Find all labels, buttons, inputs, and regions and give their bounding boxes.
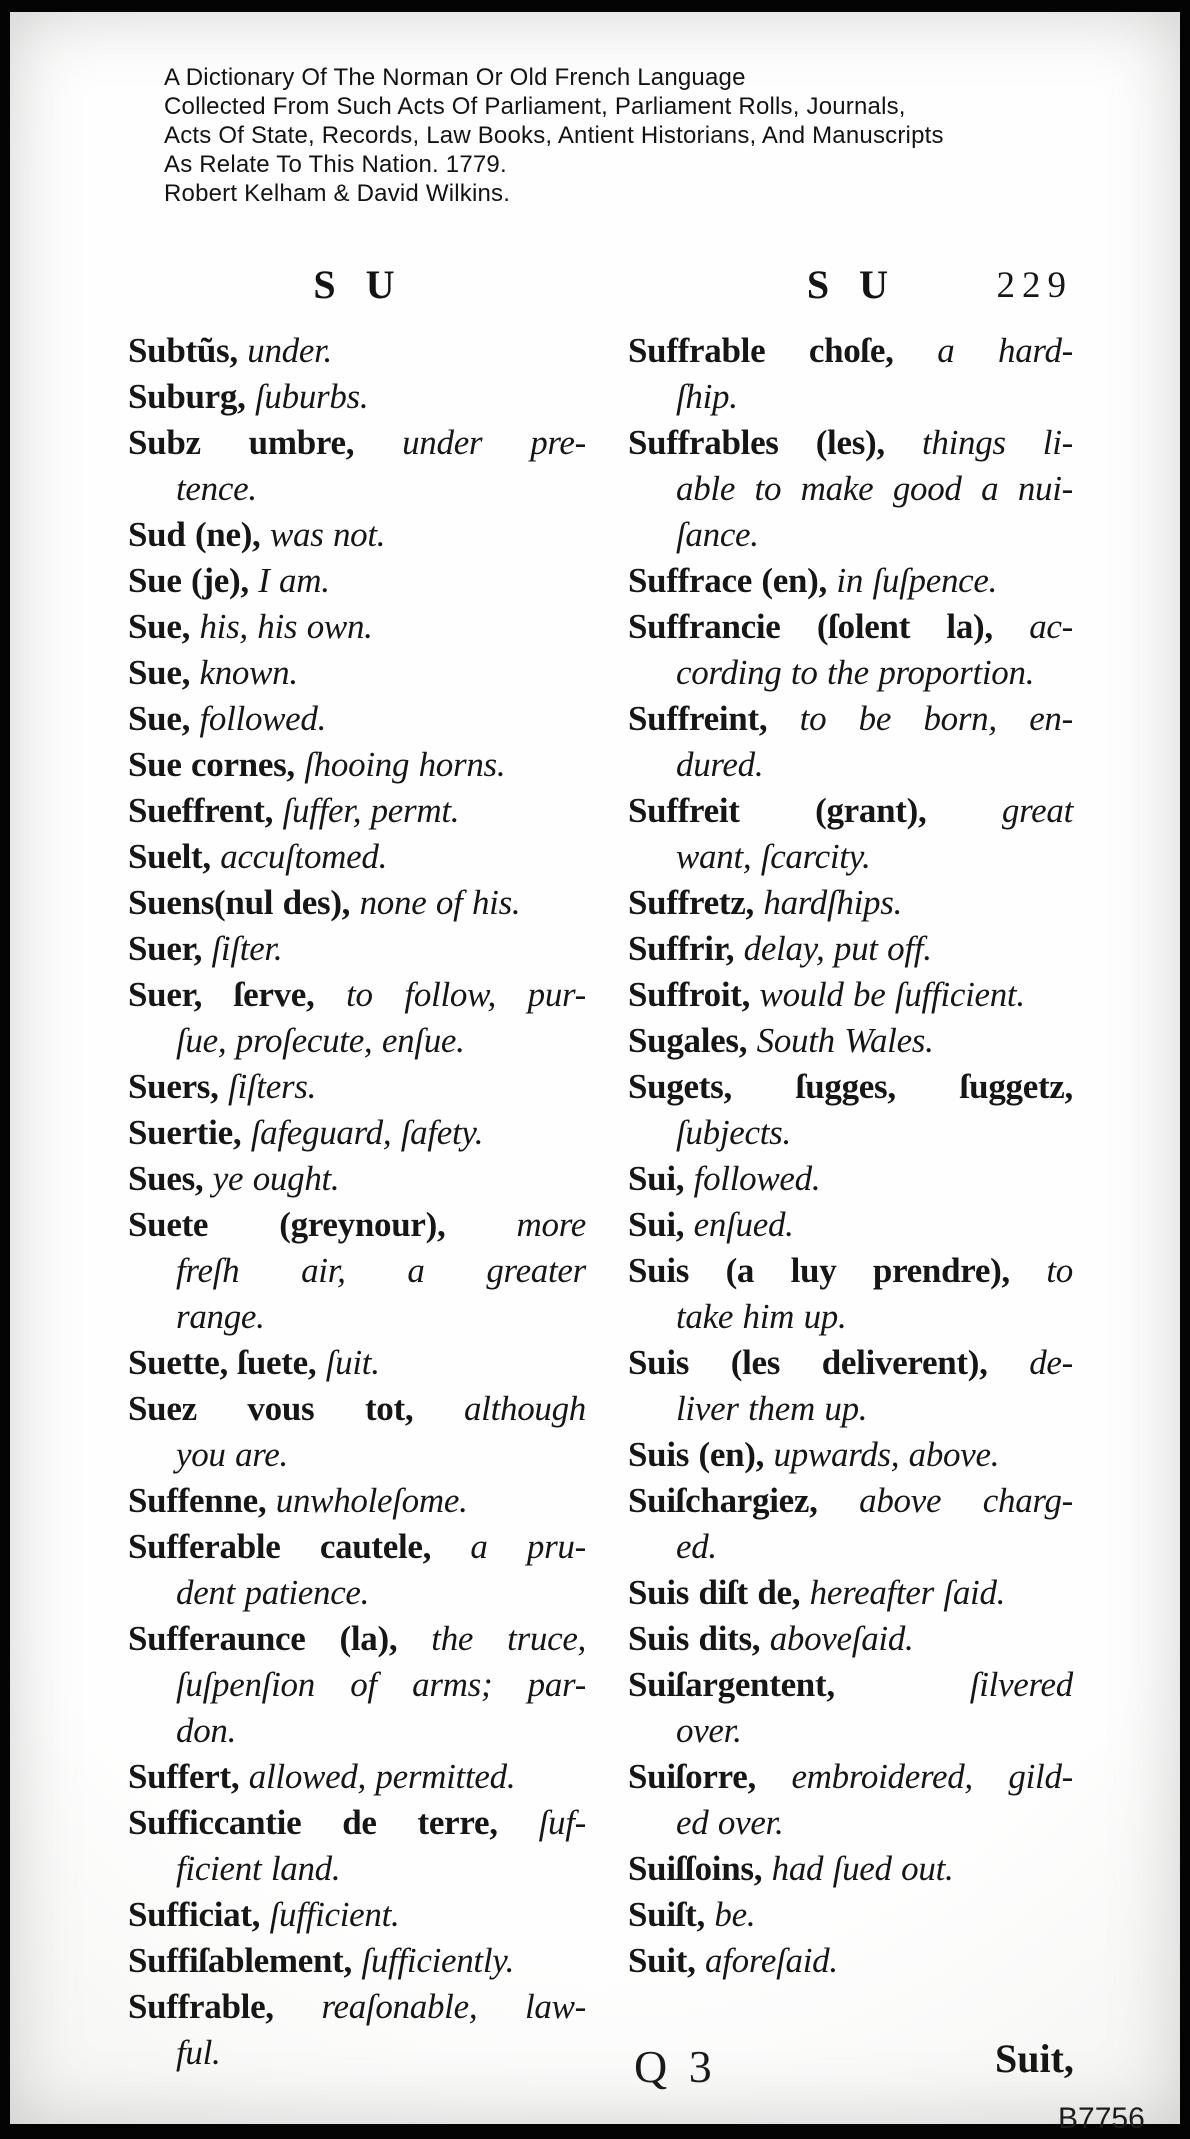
gloss-text: allowed, permitted.: [239, 1757, 516, 1796]
gloss-text: a pru-: [431, 1527, 586, 1566]
dictionary-line: [128, 742, 586, 788]
headword-text: Suffrace (en),: [628, 561, 827, 600]
dictionary-column-right: [628, 328, 1073, 1984]
gloss-text: freſh air, a greater: [176, 1251, 586, 1290]
headword-text: Sue cornes,: [128, 745, 295, 784]
headword-text: Suffrable,: [128, 1987, 274, 2026]
headword-text: Sufficiat,: [128, 1895, 261, 1934]
gloss-text: upwards, above.: [764, 1435, 1000, 1474]
page: [10, 12, 1180, 2135]
headword-text: Suburg,: [128, 377, 246, 416]
signature-mark: Q 3: [634, 2041, 717, 2092]
dictionary-line: [628, 926, 1073, 972]
dictionary-line: [628, 1432, 1073, 1478]
headword-text: Suffreit (grant),: [628, 791, 927, 830]
caption-line-2: Collected From Such Acts Of Parliament, Parliament Rolls, Journals,: [164, 93, 906, 120]
headword-text: Suffenne,: [128, 1481, 267, 1520]
dictionary-line: [128, 1938, 586, 1984]
gloss-text: under.: [237, 331, 332, 370]
dictionary-line: [128, 1524, 586, 1570]
gloss-text: delay, put off.: [734, 929, 932, 968]
headword-text: Suffreint,: [628, 699, 768, 738]
headword-text: Suiſargentent,: [628, 1665, 835, 1704]
gloss-text: under pre-: [354, 423, 587, 462]
headword-text: Suis diſt de,: [628, 1573, 801, 1612]
dictionary-line: [628, 512, 1073, 558]
dictionary-line: [128, 604, 586, 650]
headword-text: Sui,: [628, 1205, 685, 1244]
gloss-text: in ſuſpence.: [826, 561, 998, 600]
dictionary-line: [128, 466, 586, 512]
gloss-text: ſuffer, permt.: [273, 791, 460, 830]
headword-text: Suffiſablement,: [128, 1941, 352, 1980]
dictionary-line: [128, 880, 586, 926]
caption-line-1: A Dictionary Of The Norman Or Old French Language: [164, 64, 746, 91]
gloss-text: ſuſpenſion of arms; par-: [176, 1665, 586, 1704]
gloss-text: known.: [190, 653, 298, 692]
headword-text: Suiſchargiez,: [628, 1481, 818, 1520]
headword-text: Subtũs,: [128, 331, 238, 370]
dictionary-line: [628, 1938, 1073, 1984]
gloss-text: things li-: [884, 423, 1074, 462]
gloss-text: ed.: [676, 1527, 717, 1566]
gloss-text: embroidered, gild-: [755, 1757, 1073, 1796]
headword-text: Suer,: [128, 929, 203, 968]
gloss-text: great: [926, 791, 1073, 830]
dictionary-line: [128, 1754, 586, 1800]
headword-text: Suette, ſuete,: [128, 1343, 317, 1382]
gloss-text: more: [445, 1205, 586, 1244]
gloss-text: aforeſaid.: [695, 1941, 838, 1980]
dictionary-line: [628, 1662, 1073, 1708]
dictionary-line: [628, 558, 1073, 604]
dictionary-line: [128, 328, 586, 374]
headword-text: Sufferaunce (la),: [128, 1619, 398, 1658]
dictionary-line: [128, 1018, 586, 1064]
headword-text: Suete (greynour),: [128, 1205, 446, 1244]
running-head-row-left: [128, 262, 586, 308]
headword-text: Suer, ſerve,: [128, 975, 315, 1014]
dictionary-line: [128, 1202, 586, 1248]
headword-text: Sue,: [128, 699, 191, 738]
dictionary-line: [128, 1984, 586, 2030]
dictionary-line: [128, 1662, 586, 1708]
headword-text: Suez vous tot,: [128, 1389, 414, 1428]
dictionary-line: [628, 1846, 1073, 1892]
headword-text: Suis (les deliverent),: [628, 1343, 988, 1382]
gloss-text: range.: [176, 1297, 265, 1336]
dictionary-line: [128, 1156, 586, 1202]
gloss-text: was not.: [260, 515, 386, 554]
dictionary-line: [628, 1202, 1073, 1248]
dictionary-line: [628, 696, 1073, 742]
headword-text: Suffert,: [128, 1757, 240, 1796]
gloss-text: take him up.: [676, 1297, 847, 1336]
dictionary-line: [128, 1294, 586, 1340]
scan-id: B7756: [1058, 2102, 1145, 2135]
dictionary-line: [628, 1248, 1073, 1294]
gloss-text: none of his.: [350, 883, 521, 922]
gloss-text: ac-: [992, 607, 1073, 646]
dictionary-line: [628, 604, 1073, 650]
catchword: Suit,: [995, 2036, 1074, 2081]
caption-line-3: Acts Of State, Records, Law Books, Antient Historians, And Manuscripts: [164, 122, 944, 149]
dictionary-line: [128, 2030, 586, 2076]
gloss-text: accuſtomed.: [210, 837, 388, 876]
gloss-text: ficient land.: [176, 1849, 341, 1888]
dictionary-line: [128, 374, 586, 420]
dictionary-line: [628, 880, 1073, 926]
dictionary-line: [628, 328, 1073, 374]
modern-caption: [164, 63, 944, 208]
gloss-text: ſuf-: [497, 1803, 586, 1842]
gloss-text: ſhip.: [676, 377, 738, 416]
dictionary-line: [628, 1800, 1073, 1846]
gloss-text: enſued.: [684, 1205, 794, 1244]
gloss-text: ſiſter.: [202, 929, 283, 968]
headword-text: Suis (en),: [628, 1435, 765, 1474]
headword-text: Sud (ne),: [128, 515, 261, 554]
headword-text: Suffretz,: [628, 883, 754, 922]
headword-text: Sue,: [128, 653, 191, 692]
headword-text: Sufficcantie de terre,: [128, 1803, 498, 1842]
dictionary-line: [628, 1478, 1073, 1524]
gloss-text: de-: [987, 1343, 1074, 1382]
dictionary-line: [128, 788, 586, 834]
dictionary-line: [628, 420, 1073, 466]
gloss-text: ſue, proſecute, enſue.: [176, 1021, 465, 1060]
gloss-text: unwholeſome.: [266, 1481, 468, 1520]
headword-text: Sugets, ſugges, ſuggetz,: [628, 1067, 1073, 1106]
gloss-text: ful.: [176, 2033, 221, 2072]
gloss-text: the truce,: [397, 1619, 587, 1658]
dictionary-line: [628, 1156, 1073, 1202]
gloss-text: ſubjects.: [676, 1113, 791, 1152]
dictionary-line: [128, 972, 586, 1018]
gloss-text: ſafeguard, ſafety.: [241, 1113, 484, 1152]
dictionary-line: [628, 1892, 1073, 1938]
gloss-text: dured.: [676, 745, 764, 784]
gloss-text: liver them up.: [676, 1389, 868, 1428]
dictionary-line: [128, 834, 586, 880]
running-head-right: S U: [806, 262, 895, 307]
headword-text: Suffrables (les),: [628, 423, 885, 462]
dictionary-line: [128, 1064, 586, 1110]
dictionary-line: [128, 1846, 586, 1892]
dictionary-line: [628, 1754, 1073, 1800]
gloss-text: hardſhips.: [753, 883, 903, 922]
dictionary-line: [128, 512, 586, 558]
headword-text: Sugales,: [628, 1021, 748, 1060]
dictionary-line: [128, 420, 586, 466]
dictionary-line: [628, 374, 1073, 420]
gloss-text: don.: [176, 1711, 237, 1750]
gloss-text: to follow, pur-: [314, 975, 586, 1014]
headword-text: Sues,: [128, 1159, 204, 1198]
gloss-text: reaſonable, law-: [273, 1987, 586, 2026]
dictionary-line: [628, 1570, 1073, 1616]
headword-text: Sui,: [628, 1159, 685, 1198]
gloss-text: over.: [676, 1711, 742, 1750]
gloss-text: hereafter ſaid.: [800, 1573, 1006, 1612]
dictionary-line: [628, 1110, 1073, 1156]
dictionary-line: [128, 696, 586, 742]
dictionary-line: [128, 1616, 586, 1662]
dictionary-line: [628, 466, 1073, 512]
dictionary-line: [628, 1064, 1073, 1110]
gloss-text: ſufficient.: [260, 1895, 400, 1934]
headword-text: Suffrancie (ſolent la),: [628, 607, 993, 646]
dictionary-line: [628, 1018, 1073, 1064]
dictionary-line: [128, 1800, 586, 1846]
dictionary-line: [128, 1892, 586, 1938]
headword-text: Sue (je),: [128, 561, 249, 600]
gloss-text: South Wales.: [747, 1021, 934, 1060]
gloss-text: above charg-: [817, 1481, 1073, 1520]
dictionary-line: [128, 1570, 586, 1616]
headword-text: Suffrir,: [628, 929, 735, 968]
running-head-row-right: [628, 262, 1073, 308]
dictionary-line: [128, 1478, 586, 1524]
dictionary-column-left: [128, 328, 586, 2076]
headword-text: Sueffrent,: [128, 791, 274, 830]
gloss-text: tence.: [176, 469, 257, 508]
gloss-text: dent patience.: [176, 1573, 370, 1612]
gloss-text: ed over.: [676, 1803, 784, 1842]
gloss-text: ſufficiently.: [351, 1941, 515, 1980]
headword-text: Suis (a luy prendre),: [628, 1251, 1010, 1290]
dictionary-line: [128, 1708, 586, 1754]
gloss-text: a hard-: [893, 331, 1074, 370]
gloss-text: ſance.: [676, 515, 759, 554]
gloss-text: his, his own.: [190, 607, 373, 646]
headword-text: Suiſt,: [628, 1895, 705, 1934]
gloss-text: followed.: [190, 699, 327, 738]
gloss-text: would be ſufficient.: [750, 975, 1025, 1014]
gloss-text: able to make good a nui-: [676, 469, 1073, 508]
page-number: 229: [996, 265, 1073, 306]
gloss-text: ſuburbs.: [245, 377, 369, 416]
headword-text: Suffrable choſe,: [628, 331, 894, 370]
caption-line-5: Robert Kelham & David Wilkins.: [164, 180, 511, 207]
headword-text: Suiſorre,: [628, 1757, 756, 1796]
headword-text: Suers,: [128, 1067, 219, 1106]
dictionary-line: [628, 1386, 1073, 1432]
headword-text: Suiſſoins,: [628, 1849, 763, 1888]
headword-text: Suit,: [628, 1941, 696, 1980]
headword-text: Suertie,: [128, 1113, 242, 1152]
headword-text: Suffroit,: [628, 975, 751, 1014]
dictionary-line: [128, 1432, 586, 1478]
gloss-text: ſiſters.: [218, 1067, 317, 1106]
dictionary-line: [128, 650, 586, 696]
gloss-text: be.: [704, 1895, 756, 1934]
dictionary-line: [628, 788, 1073, 834]
caption-line-4: As Relate To This Nation. 1779.: [164, 151, 507, 178]
dictionary-line: [628, 1340, 1073, 1386]
headword-text: Sufferable cautele,: [128, 1527, 432, 1566]
dictionary-line: [628, 972, 1073, 1018]
dictionary-line: [128, 1386, 586, 1432]
gloss-text: to be born, en-: [767, 699, 1073, 738]
dictionary-line: [128, 1340, 586, 1386]
gloss-text: to: [1009, 1251, 1073, 1290]
gloss-text: followed.: [684, 1159, 821, 1198]
headword-text: Suens(nul des),: [128, 883, 351, 922]
gloss-text: you are.: [176, 1435, 288, 1474]
dictionary-line: [628, 650, 1073, 696]
dictionary-line: [628, 1708, 1073, 1754]
gloss-text: ſhooing horns.: [294, 745, 506, 784]
gloss-text: ſuit.: [316, 1343, 380, 1382]
gloss-text: aboveſaid.: [760, 1619, 914, 1658]
headword-text: Subz umbre,: [128, 423, 355, 462]
dictionary-line: [128, 558, 586, 604]
dictionary-line: [128, 1248, 586, 1294]
gloss-text: cording to the proportion.: [676, 653, 1035, 692]
gloss-text: ſilvered: [834, 1665, 1073, 1704]
gloss-text: want, ſcarcity.: [676, 837, 871, 876]
gloss-text: had ſued out.: [762, 1849, 954, 1888]
dictionary-line: [628, 1294, 1073, 1340]
dictionary-line: [128, 926, 586, 972]
headword-text: Sue,: [128, 607, 191, 646]
dictionary-line: [128, 1110, 586, 1156]
dictionary-line: [628, 1616, 1073, 1662]
running-head-left: S U: [313, 262, 401, 307]
dictionary-line: [628, 1524, 1073, 1570]
gloss-text: I am.: [248, 561, 330, 600]
dictionary-line: [628, 742, 1073, 788]
headword-text: Suelt,: [128, 837, 211, 876]
gloss-text: although: [413, 1389, 586, 1428]
gloss-text: ye ought.: [203, 1159, 340, 1198]
headword-text: Suis dits,: [628, 1619, 761, 1658]
dictionary-line: [628, 834, 1073, 880]
